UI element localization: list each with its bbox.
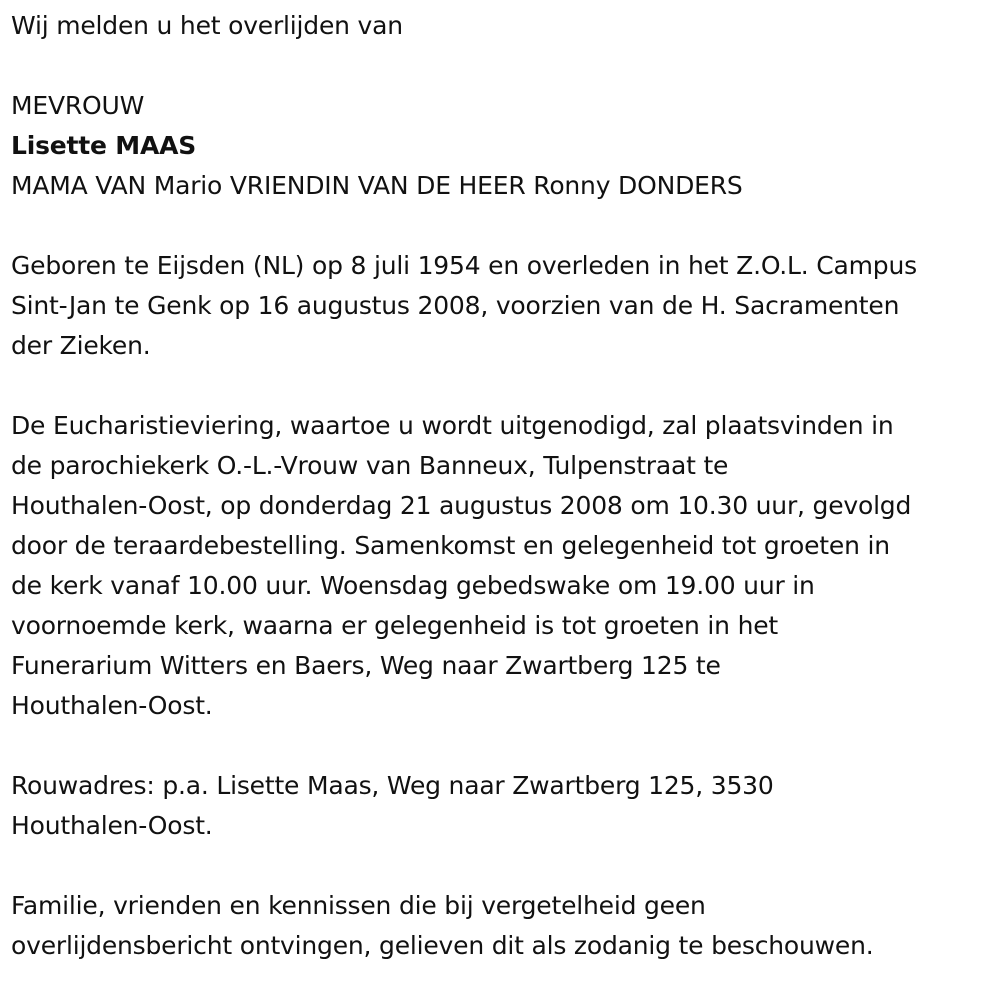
spacer: [11, 726, 991, 766]
deceased-name: Lisette MAAS: [11, 131, 197, 160]
paragraph-line: voornoemde kerk, waarna er gelegenheid is tot groeten in het: [11, 611, 778, 640]
birth-death-paragraph: [11, 246, 991, 366]
ceremony-paragraph: [11, 406, 991, 726]
paragraph-line: der Zieken.: [11, 331, 151, 360]
paragraph-line: overlijdensbericht ontvingen, gelieven dit als zodanig te beschouwen.: [11, 931, 874, 960]
paragraph-line: door de teraardebestelling. Samenkomst en gelegenheid tot groeten in: [11, 531, 890, 560]
paragraph-line: de parochiekerk O.-L.-Vrouw van Banneux, Tulpenstraat te: [11, 451, 729, 480]
paragraph-line: Sint-Jan te Genk op 16 augustus 2008, voorzien van de H. Sacramenten: [11, 291, 900, 320]
spacer: [11, 846, 991, 886]
closing-paragraph: [11, 886, 991, 966]
address-paragraph: [11, 766, 991, 846]
paragraph-line: de kerk vanaf 10.00 uur. Woensdag gebedswake om 19.00 uur in: [11, 571, 815, 600]
spacer: [11, 366, 991, 406]
spacer: [11, 46, 991, 86]
intro-text: Wij melden u het overlijden van: [11, 11, 403, 40]
paragraph-line: Rouwadres: p.a. Lisette Maas, Weg naar Zwartberg 125, 3530: [11, 771, 774, 800]
spacer: [11, 206, 991, 246]
paragraph-line: Funerarium Witters en Baers, Weg naar Zwartberg 125 te: [11, 651, 721, 680]
paragraph-line: Houthalen-Oost, op donderdag 21 augustus 2008 om 10.30 uur, gevolgd: [11, 491, 912, 520]
paragraph-line: Houthalen-Oost.: [11, 811, 213, 840]
paragraph-line: De Eucharistieviering, waartoe u wordt uitgenodigd, zal plaatsvinden in: [11, 411, 894, 440]
paragraph-line: Familie, vrienden en kennissen die bij vergetelheid geen: [11, 891, 706, 920]
honorific-title: MEVROUW: [11, 91, 145, 120]
paragraph-line: Geboren te Eijsden (NL) op 8 juli 1954 en overleden in het Z.O.L. Campus: [11, 251, 917, 280]
paragraph-line: Houthalen-Oost.: [11, 691, 213, 720]
relations-text: MAMA VAN Mario VRIENDIN VAN DE HEER Ronny DONDERS: [11, 171, 743, 200]
death-notice: [11, 6, 991, 966]
